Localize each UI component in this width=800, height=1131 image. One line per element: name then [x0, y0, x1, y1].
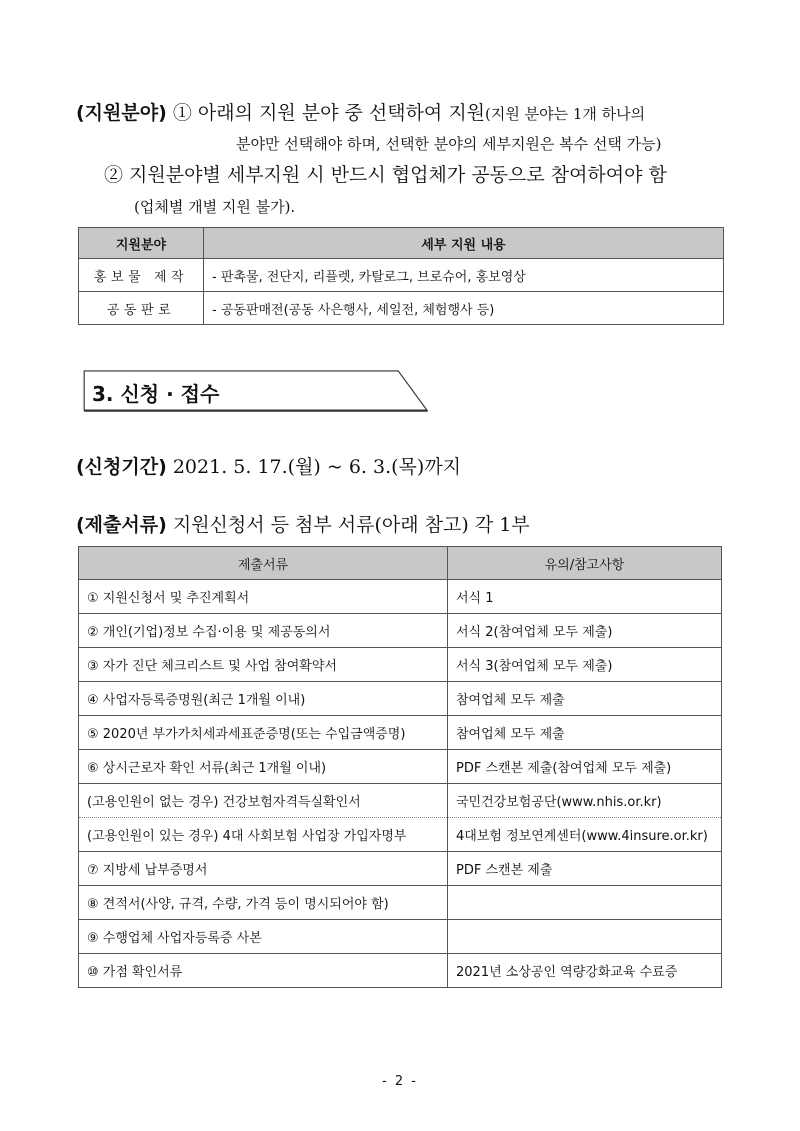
note-cell: 서식 2(참여업체 모두 제출): [448, 614, 722, 648]
table-row: [79, 580, 722, 614]
note-cell: 참여업체 모두 제출: [448, 682, 722, 716]
table-row: [79, 818, 722, 852]
note-cell: PDF 스캔본 제출: [448, 852, 722, 886]
support-item-1-continued: 분야만 선택해야 하며, 선택한 분야의 세부지원은 복수 선택 가능): [236, 135, 662, 153]
table-row: [79, 954, 722, 988]
note-cell: 서식 1: [448, 580, 722, 614]
table-row: [79, 750, 722, 784]
table-row: [79, 886, 722, 920]
support-field-table: [78, 227, 724, 325]
note-cell: 참여업체 모두 제출: [448, 716, 722, 750]
note-cell: 2021년 소상공인 역량강화교육 수료증: [448, 954, 722, 988]
table-row: [79, 682, 722, 716]
detail-cell: - 판촉물, 전단지, 리플렛, 카탈로그, 브로슈어, 홍보영상: [204, 259, 724, 292]
note-cell: PDF 스캔본 제출(참여업체 모두 제출): [448, 750, 722, 784]
submission-documents: [76, 510, 530, 537]
header-document: 제출서류: [79, 547, 448, 580]
field-cell: 홍보물 제작: [79, 259, 204, 292]
application-period: [76, 452, 461, 479]
detail-cell: - 공동판매전(공동 사은행사, 세일전, 체험행사 등): [204, 292, 724, 325]
support-item-2: ② 지원분야별 세부지원 시 반드시 협업체가 공동으로 참여하여야 함: [104, 164, 667, 186]
support-item-1-paren: (지원 분야는 1개 하나의: [485, 105, 646, 123]
table-row: [79, 852, 722, 886]
support-item-1: [76, 98, 645, 125]
header-note: 유의/참고사항: [448, 547, 722, 580]
document-cell: ⑧ 견적서(사양, 규격, 수량, 가격 등이 명시되어야 함): [79, 886, 448, 920]
document-cell: ⑤ 2020년 부가가치세과세표준증명(또는 수입금액증명): [79, 716, 448, 750]
period-text: 2021. 5. 17.(월) ~ 6. 3.(목)까지: [172, 456, 462, 478]
table-row: [79, 259, 724, 292]
table-row: [79, 292, 724, 325]
table-row: [79, 716, 722, 750]
document-cell: (고용인원이 있는 경우) 4대 사회보험 사업장 가입자명부: [79, 818, 448, 852]
support-item-1-main: ① 아래의 지원 분야 중 선택하여 지원: [172, 102, 486, 124]
document-cell: ② 개인(기업)정보 수집·이용 및 제공동의서: [79, 614, 448, 648]
document-cell: ⑥ 상시근로자 확인 서류(최근 1개월 이내): [79, 750, 448, 784]
document-cell: ④ 사업자등록증명원(최근 1개월 이내): [79, 682, 448, 716]
table-row: [79, 784, 722, 818]
support-label: (지원분야): [76, 102, 167, 124]
field-cell: 공동판로: [79, 292, 204, 325]
document-cell: ⑨ 수행업체 사업자등록증 사본: [79, 920, 448, 954]
documents-text: 지원신청서 등 첨부 서류(아래 참고) 각 1부: [172, 514, 530, 536]
note-cell: 국민건강보험공단(www.nhis.or.kr): [448, 784, 722, 818]
header-field: 지원분야: [79, 228, 204, 259]
document-cell: ③ 자가 진단 체크리스트 및 사업 참여확약서: [79, 648, 448, 682]
note-cell: 4대보험 정보연계센터(www.4insure.or.kr): [448, 818, 722, 852]
document-cell: ⑩ 가점 확인서류: [79, 954, 448, 988]
table-header-row: [79, 547, 722, 580]
note-cell: [448, 920, 722, 954]
table-row: [79, 920, 722, 954]
table-row: [79, 648, 722, 682]
note-cell: 서식 3(참여업체 모두 제출): [448, 648, 722, 682]
document-cell: (고용인원이 없는 경우) 건강보험자격득실확인서: [79, 784, 448, 818]
header-detail: 세부 지원 내용: [204, 228, 724, 259]
table-header-row: [79, 228, 724, 259]
section-title: 3. 신청 · 접수: [92, 382, 220, 406]
table-row: [79, 614, 722, 648]
documents-label: (제출서류): [76, 514, 167, 536]
note-cell: [448, 886, 722, 920]
document-cell: ⑦ 지방세 납부증명서: [79, 852, 448, 886]
documents-table: [78, 546, 722, 988]
document-cell: ① 지원신청서 및 추진계획서: [79, 580, 448, 614]
page-number: - 2 -: [382, 1074, 418, 1089]
period-label: (신청기간): [76, 456, 167, 478]
support-item-2-note: (업체별 개별 지원 불가).: [134, 198, 296, 216]
